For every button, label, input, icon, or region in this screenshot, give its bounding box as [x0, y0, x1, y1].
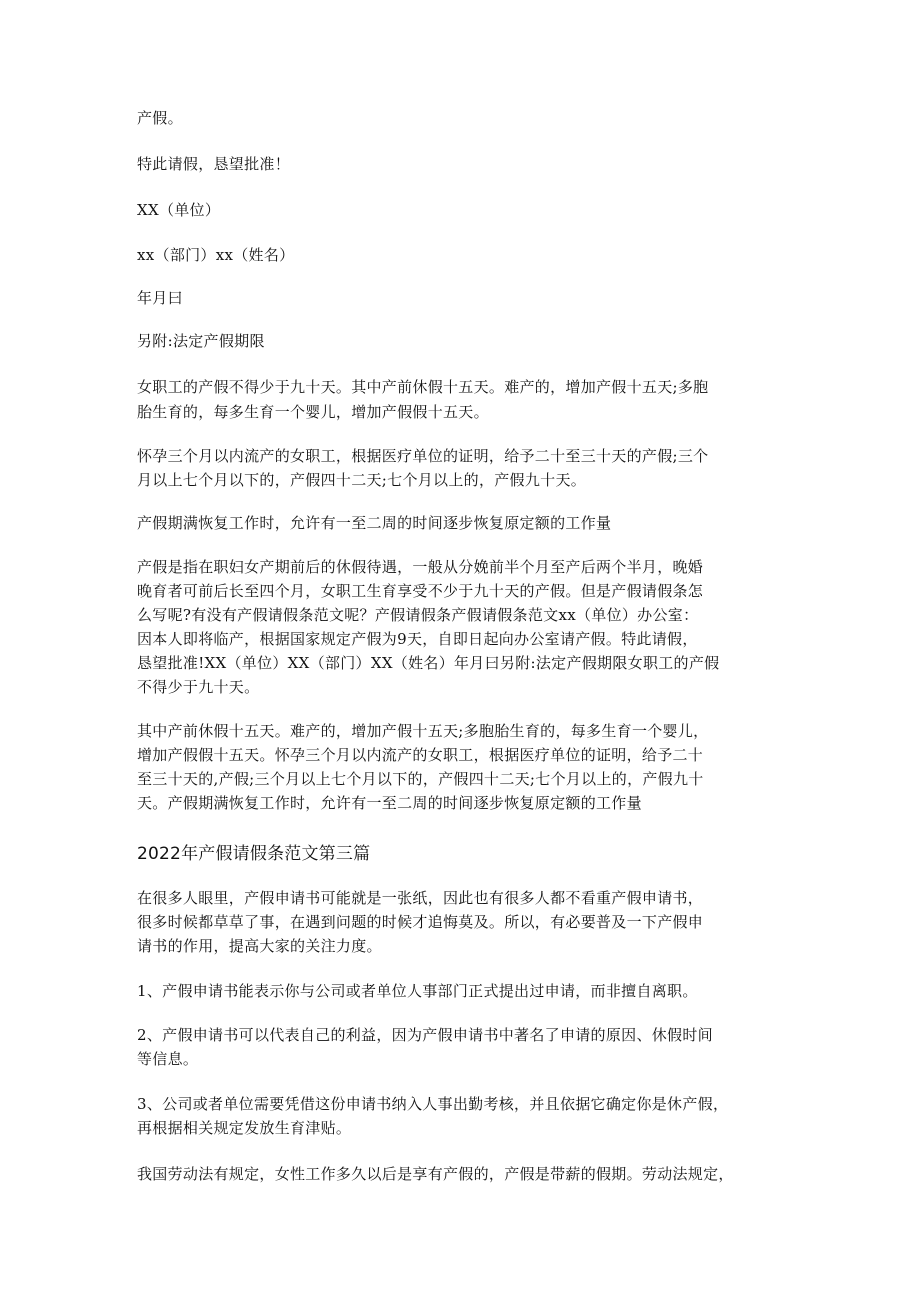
paragraph-line: 恳望批准!XX（单位）XX（部门）XX（姓名）年月曰另附:法定产假期限女职工的产假	[137, 654, 720, 672]
text-line: 另附:法定产假期限	[137, 332, 265, 350]
paragraph-line: 在很多人眼里，产假申请书可能就是一张纸，因此也有很多人都不看重产假申请书，	[137, 889, 704, 907]
section-heading: 2022年产假请假条范文第三篇	[137, 844, 371, 864]
text-line: 年月曰	[137, 289, 183, 307]
paragraph-line: 胎生育的，每多生育一个婴儿，增加产假假十五天。	[137, 403, 489, 421]
list-item: 等信息。	[137, 1050, 199, 1068]
paragraph-line: 女职工的产假不得少于九十天。其中产前休假十五天。难产的，增加产假十五天;多胞	[137, 378, 709, 396]
paragraph-line: 么写呢?有没有产假请假条范文呢？产假请假条产假请假条范文xx（单位）办公室：	[137, 606, 699, 624]
list-item: 3、公司或者单位需要凭借这份申请书纳入人事出勤考核，并且依据它确定你是休产假，	[137, 1095, 729, 1113]
paragraph-line: 产假是指在职妇女产期前后的休假待遇，一般从分娩前半个月至产后两个半月，晚婚	[137, 558, 704, 576]
paragraph-line: 晚育者可前后长至四个月，女职工生育享受不少于九十天的产假。但是产假请假条怎	[137, 582, 704, 600]
paragraph-line: 增加产假假十五天。怀孕三个月以内流产的女职工，根据医疗单位的证明，给予二十	[137, 746, 704, 764]
paragraph-line: 很多时候都草草了事，在遇到问题的时候才追悔莫及。所以，有必要普及一下产假申	[137, 913, 704, 931]
list-item: 再根据相关规定发放生育津贴。	[137, 1119, 352, 1137]
paragraph-line: 怀孕三个月以内流产的女职工，根据医疗单位的证明，给予二十至三十天的产假;三个	[137, 447, 709, 465]
paragraph-line: 至三十天的,产假;三个月以上七个月以下的，产假四十二天;七个月以上的，产假九十	[137, 770, 704, 788]
paragraph-line: 产假期满恢复工作时，允许有一至二周的时间逐步恢复原定额的工作量	[137, 514, 612, 532]
paragraph-line: 因本人即将临产，根据国家规定产假为9天，自即日起向办公室请产假。特此请假，	[137, 630, 698, 648]
paragraph-line: 请书的作用，提高大家的关注力度。	[137, 937, 382, 955]
text-line: 特此请假，恳望批准！	[137, 155, 291, 173]
list-item: 1、产假申请书能表示你与公司或者单位人事部门正式提出过申请，而非擅自离职。	[137, 982, 698, 1000]
paragraph-line: 我国劳动法有规定，女性工作多久以后是享有产假的，产假是带薪的假期。劳动法规定，	[137, 1165, 734, 1183]
paragraph-line: 其中产前休假十五天。难产的，增加产假十五天;多胞胎生育的，每多生育一个婴儿，	[137, 722, 709, 740]
list-item: 2、产假申请书可以代表自己的利益，因为产假申请书中著名了申请的原因、休假时间	[137, 1026, 713, 1044]
paragraph-line: 月以上七个月以下的，产假四十二天;七个月以上的，产假九十天。	[137, 471, 587, 489]
paragraph-line: 天。产假期满恢复工作时，允许有一至二周的时间逐步恢复原定额的工作量	[137, 794, 642, 812]
paragraph-line: 不得少于九十天。	[137, 678, 260, 696]
text-line: xx（部门）xx（姓名）	[137, 246, 295, 264]
text-line: XX（单位）	[137, 201, 221, 219]
text-line: 产假。	[137, 109, 183, 127]
